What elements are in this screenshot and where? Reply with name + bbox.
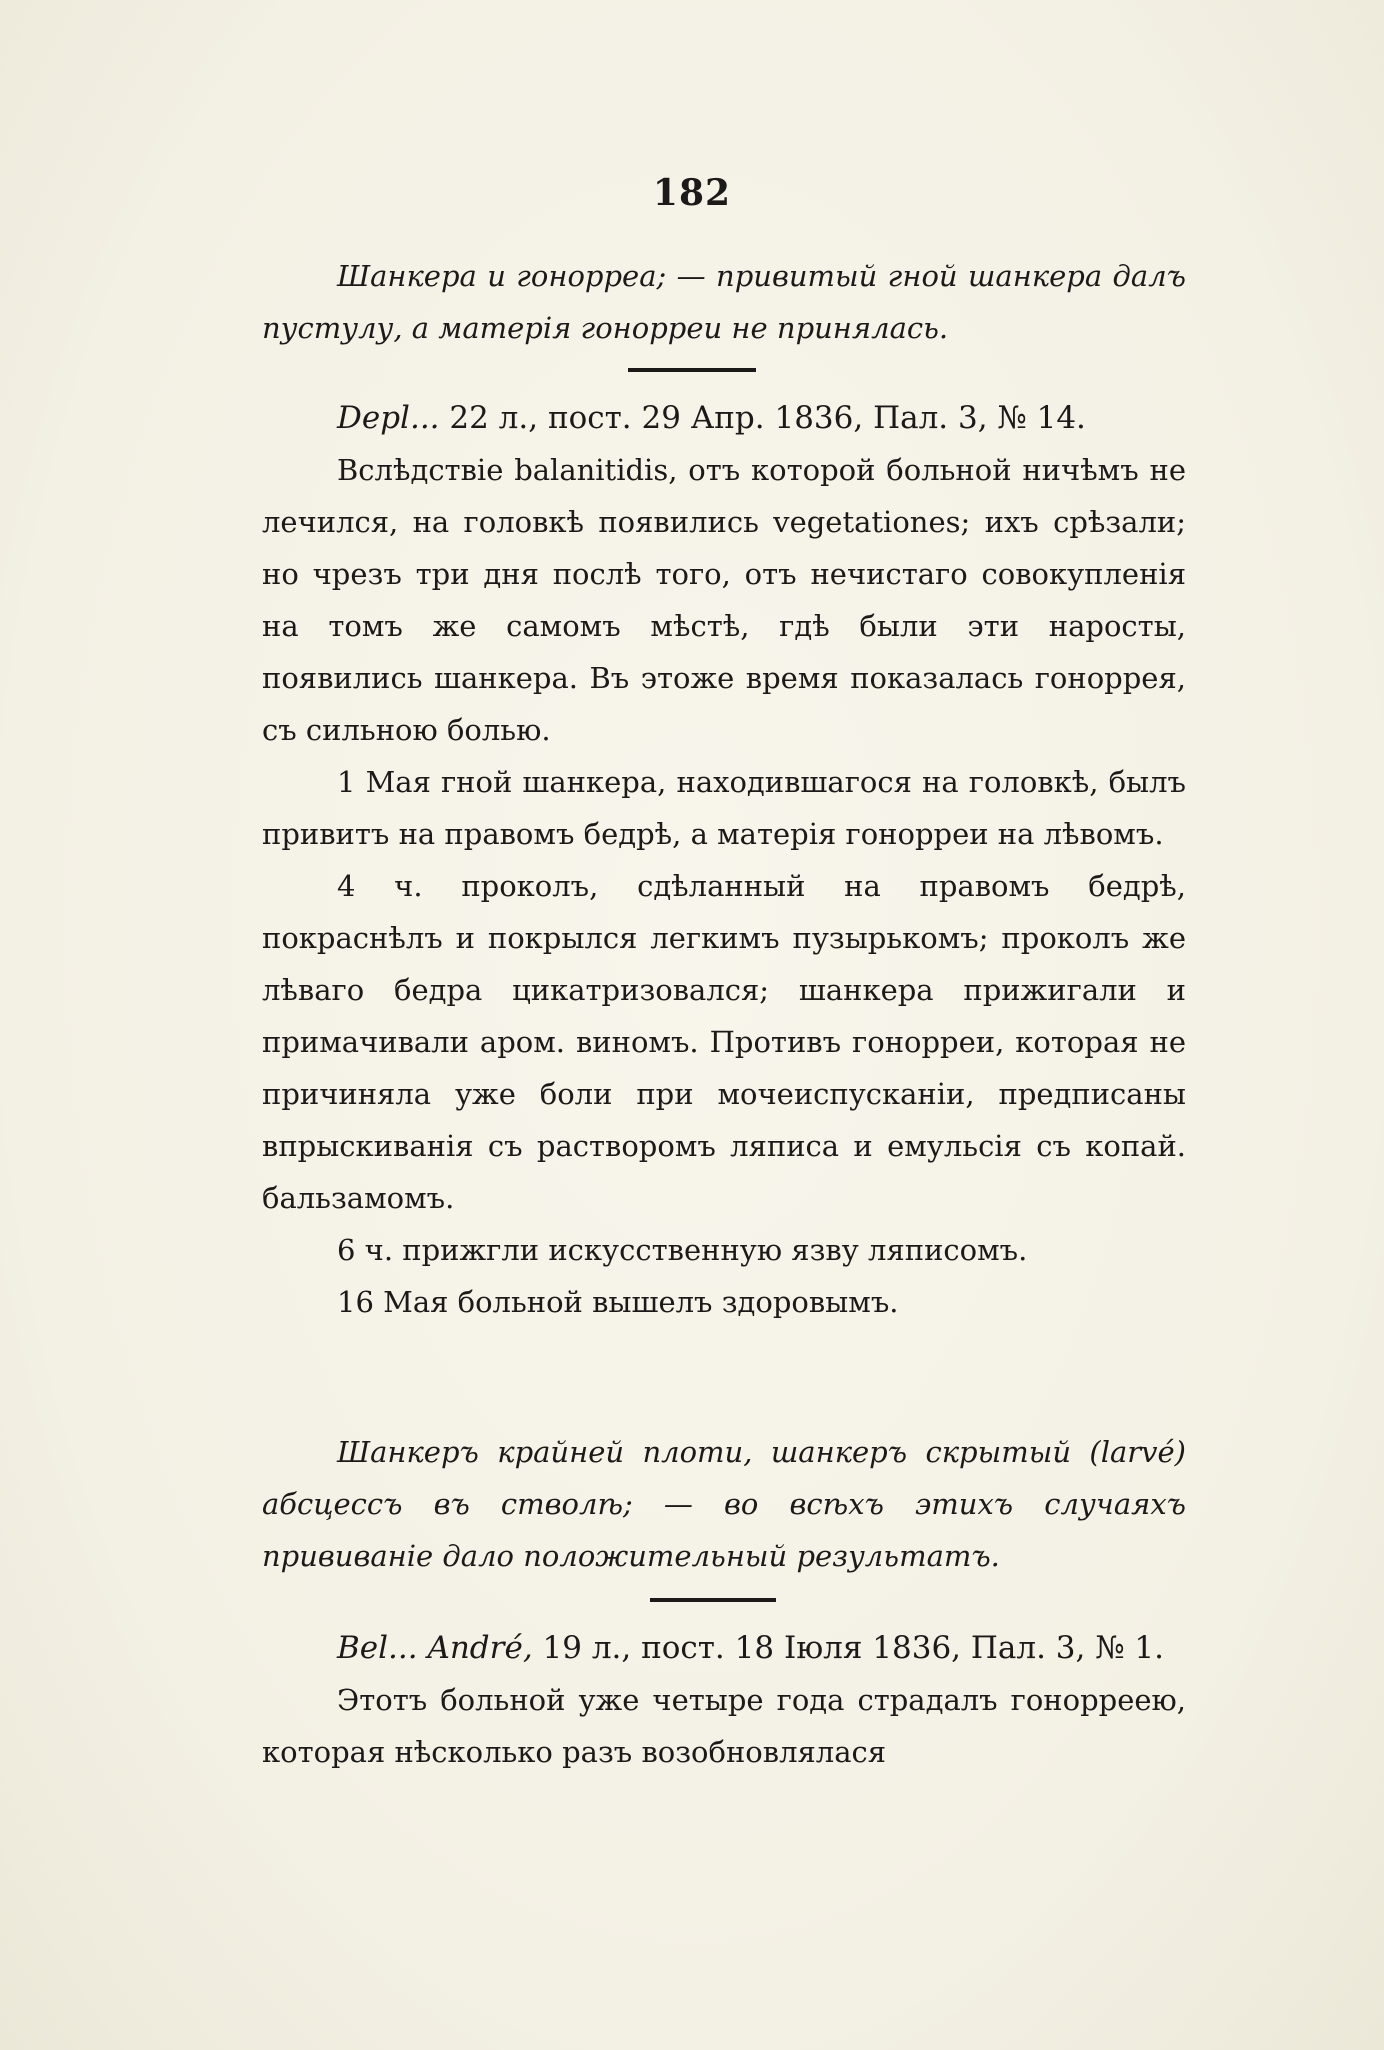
case-admission-info: 19 л., пост. 18 Іюля 1836, Пал. 3, № 1. — [532, 1630, 1164, 1666]
summary-text: Шанкера и гонорреа; — привитый гной шанкера далъ пустулу, а матерія гонорреи не принялась. — [262, 259, 1186, 345]
section-divider — [650, 1598, 776, 1602]
case-paragraph: Этотъ больной уже четыре года страдалъ гонорреею, которая нѣсколько разъ возобновлялася — [262, 1683, 1186, 1769]
case-record-1 — [262, 392, 1186, 1328]
case-paragraph: Вслѣдствіе balanitidis, отъ которой больной ничѣмъ не лечился, на головкѣ появились vegetationes; ихъ срѣзали; но чрезъ три дня послѣ того, отъ нечистаго совокупленія на томъ же самомъ мѣстѣ, гдѣ были эти наросты, появились шанкера. Въ этоже время показалась гоноррея, съ сильною болью. — [262, 453, 1186, 747]
case-admission-info: 22 л., пост. 29 Апр. 1836, Пал. 3, № 14. — [439, 400, 1086, 436]
patient-name: Depl... — [337, 400, 440, 436]
patient-name: Bel... André, — [337, 1630, 533, 1666]
summary-text: Шанкеръ крайней плоти, шанкеръ скрытый (larvé) абсцессъ въ стволѣ; — во всѣхъ этихъ случаяхъ прививаніе дало положительный результатъ. — [262, 1435, 1186, 1573]
case-record-2 — [262, 1622, 1186, 1778]
case-header — [262, 392, 1186, 444]
section-divider — [628, 368, 756, 372]
case-paragraph: 16 Мая больной вышелъ здоровымъ. — [337, 1285, 899, 1319]
case-paragraph: 6 ч. прижгли искусственную язву ляписомъ. — [337, 1233, 1028, 1267]
summary-heading-1 — [262, 250, 1186, 354]
case-paragraph: 1 Мая гной шанкера, находившагося на головкѣ, былъ привитъ на правомъ бедрѣ, а матерія гонорреи на лѣвомъ. — [262, 765, 1186, 851]
summary-heading-2 — [262, 1426, 1186, 1582]
page-number: 182 — [652, 172, 732, 214]
case-paragraph: 4 ч. проколъ, сдѣланный на правомъ бедрѣ, покраснѣлъ и покрылся легкимъ пузырькомъ; проколъ же лѣваго бедра цикатризовался; шанкера прижигали и примачивали аром. виномъ. Противъ гонорреи, которая не причиняла уже боли при мочеиспусканіи, предписаны впрыскиванія съ растворомъ ляписа и емульсія съ копай. бальзамомъ. — [262, 869, 1186, 1215]
case-header — [262, 1622, 1186, 1674]
